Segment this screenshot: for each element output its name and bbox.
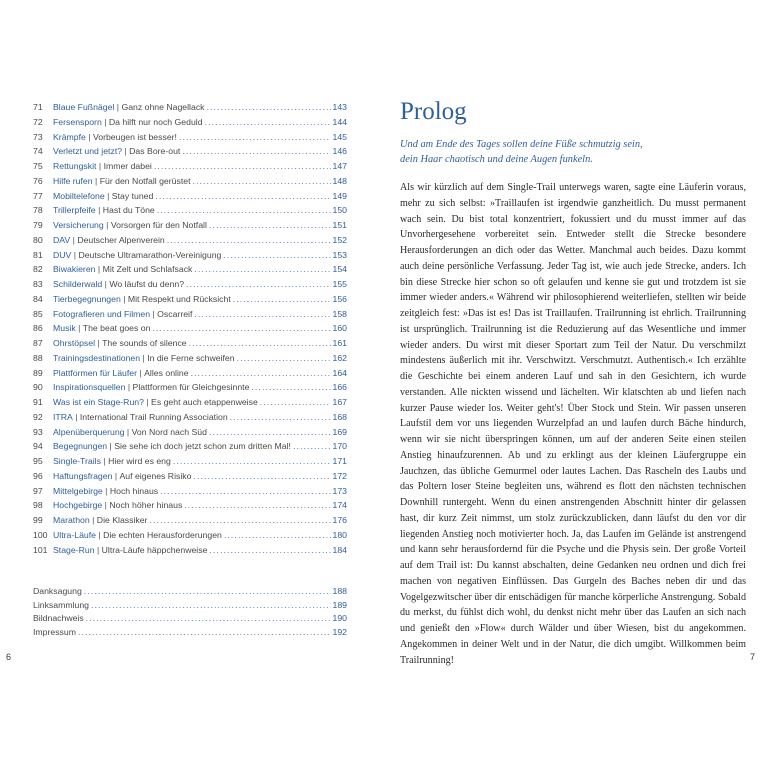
toc-entry-subtitle: Hast du Töne [102,205,155,216]
toc-leader-dots [152,321,330,336]
toc-entry[interactable] [33,233,347,248]
toc-leader-dots [157,203,331,218]
toc-entry-title: Was ist ein Stage-Run? [53,397,144,407]
toc-entry[interactable] [33,528,347,543]
toc-entry-subtitle: Auf eigenes Risiko [119,470,192,481]
toc-entry[interactable] [33,218,347,233]
appendix-entry-page: 192 [332,626,347,637]
toc-entry-number: 90 [33,382,43,393]
toc-separator: | [89,515,97,525]
toc-entry-number: 86 [33,323,43,334]
toc-entry-subtitle: The beat goes on [82,323,151,334]
toc-separator: | [112,470,120,481]
toc-entry[interactable] [33,543,347,558]
appendix-entry-title: Bildnachweis [33,613,84,623]
toc-leader-dots [209,543,330,558]
toc-entry[interactable] [33,336,347,351]
toc-separator: | [71,249,79,260]
toc-entry[interactable] [33,100,347,115]
toc-entry-page: 149 [332,190,347,201]
toc-entry-page: 161 [332,338,347,348]
prolog-body-text: Als wir kürzlich auf dem Single-Trail unterwegs waren, sagte eine Läuferin voraus, mehr zu sich selbst: »Traillaufen ist irgendwie ganzheitlich. Du musst permanent wach sein. Du bist total konzentriert, fokussiert und du musst immer auf das Unvorhergesehene vorbereitet sein. Entweder stellt die Strecke besondere Herausforderungen an dich oder das Wetter. Manchmal auch beides. Dazu kommt auch deine persönliche Verfassung. Jeder Tag ist, wie auch jede Strecke, anders. Ich bin diese Strecke hier schon so oft gelaufen und kenne sie gut und trotzdem ist sie immer wieder anders.« Während wir philosophierend weiterliefen, stellten wir beide zeitgleich fest: »Das ist es! Das ist Traillaufen. Trailrunning ist ehrlich. Trailrunning ist ursprünglich. Trailrunning ist die Reduzierung auf das Wesentliche und immer wieder anders. Du wirst mit dieser Sportart zum Teil der Natur. Du verschmilzt mindestens äußerlich mit ihr. Verschwitzt. Verschmutzt. Authentisch.« Ich erzählte die Geschichte bei einem anderen Lauf und sah in den Gesichtern, ich wurde verstanden. Alle nickten wissend und lächelten. Wir klatschten ab und liefen nach kurzer Pause wieder los. Weiter geht's! Über Stock und Stein. Wir passen unseren Laufstil dem vor uns liegenden Wurzelpfad an und laufen durch Bäche hindurch, wenn wir sie nicht überspringen können, um auf der anderen Seite einen steilen Anstieg hinaufzurennen. Ab und zu erklingt aus der kleinen Läufergruppe ein Jauchzen, das übliche Gemurmel oder lautes Lachen. Das Rascheln des Laubs und das Poltern loser Steine begleiten uns, während es flott den nächsten technischen Downhill runtergeht. Wenn du einen anstrengenden Abschnitt hinter dir gelassen hast, dir kurz Zeit nimmst, um stolz zurückzublicken, dann läufst du den vor dir liegenden Anstieg noch motivierter hoch. Ja, das Laufen im Gelände ist anstrengend und kann sehr herausfordernd für die Psyche und die Physis sein. Der große Vorteil auf dem Trail ist: Du kannst abschalten, deine Gedanken neu ordnen und dich frei machen von negativen Einflüssen. Das Gurgeln des Baches neben dir und das Vogelgezwitscher über dir entschädigen für manche körperliche Anstrengung. Sobald du merkst, du fühlst dich wohl, du denkst nicht mehr über das Laufen an sich nach und genießt den »Flow« durch Wälder und über Wiesen, bist du angekommen. Angekommen in deiner Welt und in der Natur, die dich umgibt. Willkommen beim Trailrunning! [400,182,746,666]
toc-entry-page: 145 [332,131,347,142]
appendix-entry-title: Danksagung [33,586,82,596]
toc-entry-page: 160 [332,323,347,334]
toc-entry-title: Trainingsdestinationen [53,352,141,363]
toc-entry-page: 153 [332,249,347,260]
motto-line: dein Haar chaotisch und deine Augen funkeln. [400,154,593,165]
toc-entry-page: 152 [332,234,347,245]
toc-entry[interactable] [33,189,347,204]
toc-entry-title: DAV [53,234,71,245]
toc-entry-subtitle: Vorsorgen für den Notfall [110,220,207,230]
toc-entry[interactable] [33,248,347,263]
toc-entry[interactable] [33,410,347,425]
appendix-entry[interactable] [33,599,347,613]
toc-entry[interactable] [33,321,347,336]
toc-entry-title: Ultra-Läufe [53,529,96,540]
toc-leader-dots [237,351,331,366]
toc-separator: | [140,352,148,363]
toc-entry-title: Mobiltelefone [53,190,105,201]
toc-entry-title: Single-Trails [53,456,101,466]
toc-entry-subtitle: The sounds of silence [102,338,187,348]
toc-entry-number: 96 [33,470,43,481]
toc-leader-dots [191,366,331,381]
toc-entry-number: 99 [33,515,43,525]
toc-separator: | [137,367,145,378]
toc-leader-dots [233,292,331,307]
toc-entry-title: Haftungsfragen [53,470,113,481]
toc-separator: | [107,441,115,452]
toc-entry-title: Inspirationsquellen [53,382,126,393]
toc-entry-number: 72 [33,116,43,127]
toc-separator: | [85,131,93,142]
toc-leader-dots [173,454,331,469]
toc-entry-number: 101 [33,544,48,555]
toc-entry[interactable] [33,159,347,174]
toc-entry-title: Verletzt und jetzt? [53,146,123,157]
toc-entry-subtitle: Die Klassiker [96,515,148,525]
toc-leader-dots [230,410,331,425]
toc-leader-dots [260,395,331,410]
prolog-motto [400,137,745,167]
toc-entry-page: 148 [332,175,347,186]
appendix-entry-page: 189 [332,599,347,610]
toc-entry-title: Alpenüberquerung [53,426,125,437]
toc-entry-number: 87 [33,338,43,348]
toc-leader-dots [154,159,331,174]
toc-entry-number: 84 [33,293,43,304]
toc-entry[interactable] [33,380,347,395]
toc-leader-dots [223,248,330,263]
toc-entry[interactable] [33,513,347,528]
toc-entry-subtitle: Deutsche Ultramarathon-Vereinigung [78,249,222,260]
toc-entry-subtitle: Hier wird es eng [108,456,171,466]
toc-entry-number: 91 [33,397,43,407]
toc-separator: | [143,397,152,407]
toc-entry-page: 173 [332,485,347,496]
toc-entry-page: 171 [332,456,347,466]
toc-entry-number: 89 [33,367,43,378]
toc-entry[interactable] [33,395,347,410]
toc-leader-dots [193,469,330,484]
toc-entry-title: Mittelgebirge [53,485,103,496]
toc-entry[interactable] [33,498,347,513]
toc-entry-number: 95 [33,456,43,466]
toc-entry-page: 176 [332,515,347,525]
toc-entry-number: 88 [33,352,43,363]
toc-separator: | [103,220,111,230]
toc-entry-title: Stage-Run [53,544,95,555]
toc-entry[interactable] [33,425,347,440]
toc-entry[interactable] [33,277,347,292]
toc-leader-dots [205,115,331,130]
toc-entry-page: 150 [332,205,347,216]
toc-separator: | [70,234,78,245]
toc-entry-page: 172 [332,470,347,481]
toc-entry-number: 74 [33,146,43,157]
appendix-entry-title: Linksammlung [33,599,90,610]
toc-leader-dots [193,174,331,189]
toc-entry-title: Rettungskit [53,161,97,171]
toc-entry-number: 97 [33,485,43,496]
toc-entry-number: 98 [33,500,43,511]
toc-entry-page: 166 [332,382,347,393]
toc-leader-dots [194,262,330,277]
toc-leader-dots [207,100,331,115]
toc-leader-dots [160,484,330,499]
toc-entry-subtitle: Plattformen für Gleichgesinnte [132,382,250,393]
toc-separator: | [96,161,104,171]
toc-entry-subtitle: Mit Zelt und Schlafsack [102,264,193,275]
toc-entry-number: 78 [33,205,43,216]
toc-leader-dots [84,585,331,599]
toc-entry-page: 158 [332,308,347,319]
toc-leader-dots [167,233,331,248]
toc-entry-page: 143 [332,102,347,112]
toc-entry-number: 81 [33,249,43,260]
toc-entry-subtitle: Für den Notfall gerüstet [99,175,191,186]
toc-leader-dots [86,612,331,626]
toc-leader-dots [194,307,330,322]
toc-entry-title: Versicherung [53,220,104,230]
toc-separator: | [72,411,80,422]
toc-entry-subtitle: Da hilft nur noch Geduld [108,116,203,127]
toc-entry-subtitle: Von Nord nach Süd [131,426,207,437]
toc-entry-title: ITRA [53,411,73,422]
toc-entry-title: Blaue Fußnägel [53,102,115,112]
toc-entry-subtitle: Mit Respekt und Rücksicht [127,293,231,304]
toc-entry-number: 92 [33,411,43,422]
toc-leader-dots [251,380,330,395]
appendix-entry-page: 188 [332,586,347,596]
toc-entry-number: 85 [33,308,43,319]
toc-entry-number: 79 [33,220,43,230]
toc-entry-subtitle: Sie sehe ich doch jetzt schon zum dritten Mal! [114,441,291,452]
toc-entry-subtitle: Hoch hinaus [109,485,159,496]
toc-entry-page: 162 [332,352,347,363]
toc-entry-page: 154 [332,264,347,275]
toc-entry[interactable] [33,203,347,218]
toc-entry-page: 144 [332,116,347,127]
toc-entry[interactable] [33,439,347,454]
toc-separator: | [102,500,110,511]
toc-entry-subtitle: Vorbeugen ist besser! [92,131,177,142]
toc-entry-page: 168 [332,411,347,422]
toc-entry-title: Fotografieren und Filmen [53,308,151,319]
toc-entry-subtitle: Es geht auch etappenweise [151,397,258,407]
toc-entry[interactable] [33,366,347,381]
toc-entry-title: Begegnungen [53,441,108,452]
toc-entry[interactable] [33,484,347,499]
toc-leader-dots [189,336,331,351]
toc-entry[interactable] [33,174,347,189]
toc-entry[interactable] [33,292,347,307]
toc-entry[interactable] [33,115,347,130]
toc-entry-subtitle: Die echten Herausforderungen [103,529,222,540]
toc-leader-dots [184,498,330,513]
appendix-entry-title: Impressum [33,626,76,637]
toc-leader-dots [224,528,331,543]
toc-entry-number: 73 [33,131,43,142]
motto-line: Und am Ende des Tages sollen deine Füße schmutzig sein, [400,139,643,150]
toc-entry-number: 80 [33,234,43,245]
appendix-entry[interactable] [33,626,347,640]
toc-entry[interactable] [33,144,347,159]
toc-separator: | [102,279,110,289]
toc-separator: | [95,264,103,275]
toc-entry-page: 146 [332,146,347,157]
toc-separator: | [124,426,132,437]
appendix-entry-page: 190 [332,613,347,623]
toc-entry-title: Hilfe rufen [53,175,93,186]
toc-separator: | [94,544,102,555]
toc-entry-number: 82 [33,264,43,275]
toc-separator: | [104,190,112,201]
toc-entry-number: 93 [33,426,43,437]
toc-entry-title: Krämpfe [53,131,86,142]
toc-entry-title: Tierbegegnungen [53,293,121,304]
toc-entry-subtitle: Alles online [144,367,189,378]
appendix-entry[interactable] [33,612,347,626]
toc-entry[interactable] [33,130,347,145]
toc-entry-page: 167 [332,397,347,407]
toc-separator: | [95,338,103,348]
toc-leader-dots [293,439,331,454]
prolog-heading: Prolog [400,98,467,125]
toc-entry-title: Plattformen für Läufer [53,367,138,378]
toc-leader-dots [179,130,331,145]
toc-entry-subtitle: Ultra-Läufe häppchenweise [101,544,208,555]
toc-entry[interactable] [33,351,347,366]
appendix-contents [33,585,347,639]
toc-entry-subtitle: International Trail Running Association [79,411,228,422]
toc-entry-number: 100 [33,529,48,540]
toc-entry-subtitle: Ganz ohne Nagellack [121,102,205,112]
toc-separator: | [122,146,130,157]
toc-leader-dots [182,144,330,159]
toc-entry[interactable] [33,262,347,277]
toc-leader-dots [91,599,330,613]
table-of-contents [33,100,347,557]
toc-entry-page: 151 [332,220,347,230]
appendix-entry[interactable] [33,585,347,599]
toc-entry-number: 76 [33,175,43,186]
toc-entry-page: 147 [332,161,347,171]
toc-leader-dots [78,626,331,640]
toc-entry-page: 170 [332,441,347,452]
page-number-left: 6 [6,652,12,662]
toc-entry-title: Fersensporn [53,116,102,127]
toc-entry-subtitle: Noch höher hinaus [109,500,183,511]
toc-entry-title: Biwakieren [53,264,96,275]
toc-entry-page: 184 [332,544,347,555]
toc-entry-subtitle: Wo läufst du denn? [109,279,185,289]
toc-entry-number: 71 [33,102,43,112]
toc-entry-subtitle: Stay tuned [111,190,154,201]
toc-entry-page: 180 [332,529,347,540]
toc-entry-subtitle: Deutscher Alpenverein [77,234,165,245]
toc-entry-page: 174 [332,500,347,511]
toc-entry-title: Musik [53,323,76,334]
toc-entry-title: Marathon [53,515,90,525]
toc-separator: | [95,529,104,540]
toc-entry-subtitle: Immer dabei [103,161,152,171]
toc-entry-number: 75 [33,161,43,171]
toc-separator: | [150,308,158,319]
toc-separator: | [95,205,103,216]
toc-entry[interactable] [33,469,347,484]
toc-entry-subtitle: Oscarreif [157,308,193,319]
toc-entry-title: Schilderwald [53,279,103,289]
page-number-right: 7 [750,652,756,662]
toc-entry-number: 94 [33,441,43,452]
toc-leader-dots [209,425,331,440]
toc-entry[interactable] [33,307,347,322]
toc-entry-number: 77 [33,190,43,201]
toc-entry-subtitle: In die Ferne schweifen [147,352,235,363]
toc-separator: | [101,116,109,127]
toc-entry-page: 169 [332,426,347,437]
toc-entry-number: 83 [33,279,43,289]
toc-entry-title: Trillerpfeife [53,205,96,216]
toc-separator: | [125,382,133,393]
toc-separator: | [100,456,109,466]
toc-leader-dots [186,277,330,292]
toc-entry-subtitle: Das Bore-out [129,146,181,157]
toc-separator: | [120,293,128,304]
toc-leader-dots [155,189,330,204]
toc-separator: | [102,485,110,496]
toc-entry-page: 155 [332,279,347,289]
toc-separator: | [75,323,83,334]
toc-entry-title: Hochgebirge [53,500,103,511]
toc-entry-title: Ohrstöpsel [53,338,96,348]
toc-entry[interactable] [33,454,347,469]
toc-separator: | [114,102,122,112]
toc-leader-dots [209,218,331,233]
toc-separator: | [92,175,100,186]
toc-entry-title: DUV [53,249,72,260]
toc-entry-page: 164 [332,367,347,378]
toc-entry-page: 156 [332,293,347,304]
toc-leader-dots [150,513,331,528]
